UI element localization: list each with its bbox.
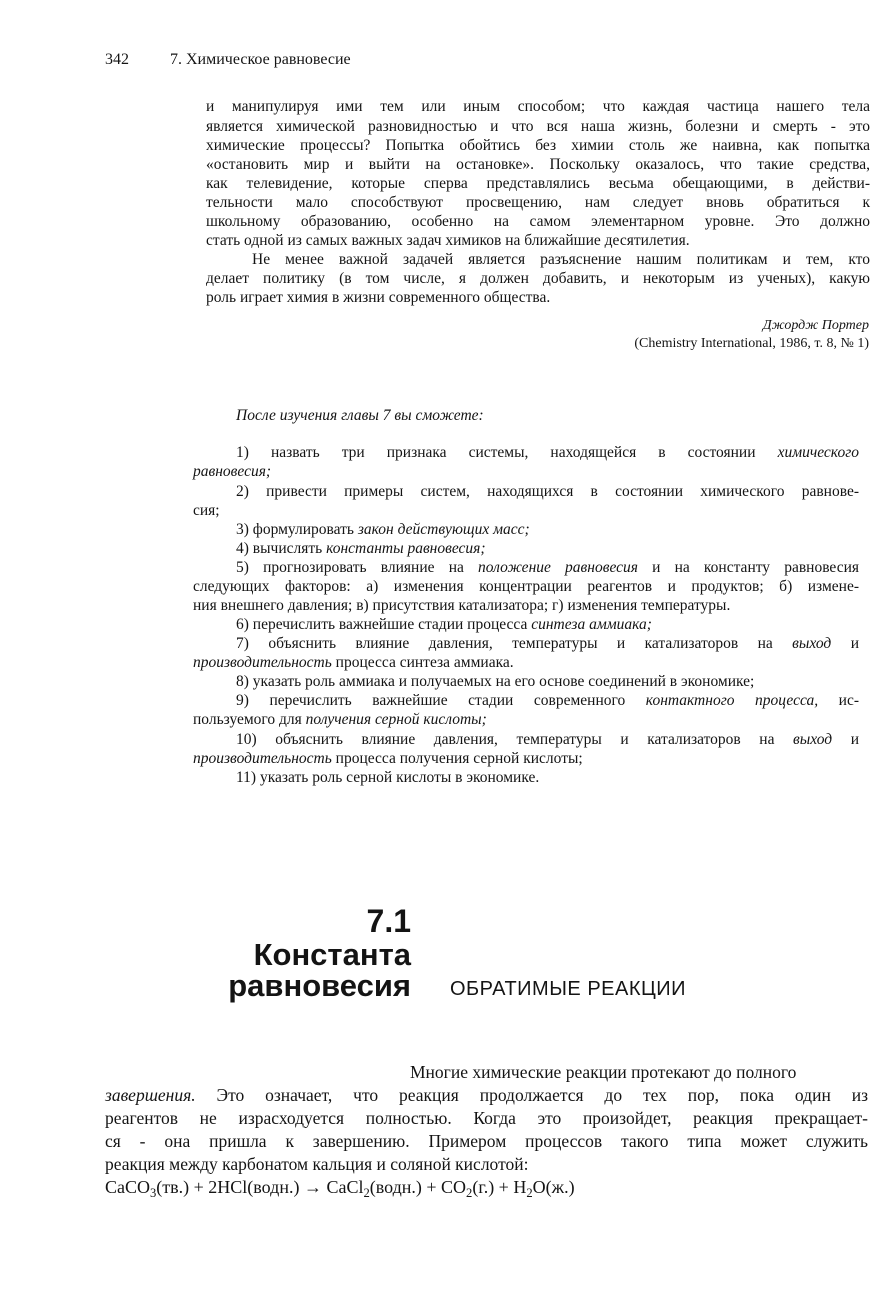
goal-line: производительность процесса синтеза аммиака. — [193, 654, 514, 671]
epigraph-line: «остановить мир и выйти на остановке». Поскольку оказалось, что такие средства, — [206, 156, 870, 173]
epigraph-line: как телевидение, которые сперва представлялись весьма обещающими, в действи- — [206, 175, 870, 192]
body-line: реагентов не израсходуется полностью. Когда это произойдет, реакция прекращает- — [105, 1108, 868, 1128]
goal-line: следующих факторов: а) изменения концентрации реагентов и продуктов; б) измене- — [193, 578, 859, 595]
goal-line: пользуемого для получения серной кислоты; — [193, 711, 487, 728]
goal-line: равновесия; — [193, 463, 272, 480]
epigraph-line: делает политику (в том числе, я должен добавить, и некоторым из ученых), какую — [206, 270, 870, 287]
section-title: равновесия — [228, 968, 411, 1003]
body-line: реакция между карбонатом кальция и соляной кислотой: — [105, 1154, 529, 1174]
goal-line: 10) объяснить влияние давления, температуры и катализаторов на выход и — [236, 731, 859, 748]
goal-line: 8) указать роль аммиака и получаемых на его основе соединений в экономике; — [236, 673, 755, 690]
epigraph-author: Джордж Портер — [762, 318, 869, 333]
goal-line: ния внешнего давления; в) присутствия катализатора; г) изменения температуры. — [193, 597, 731, 614]
epigraph-line: роль играет химия в жизни современного общества. — [206, 289, 551, 306]
goal-line: 11) указать роль серной кислоты в экономике. — [236, 769, 540, 786]
goal-line: 1) назвать три признака системы, находящейся в состоянии химического — [236, 444, 859, 461]
page-number: 342 — [105, 51, 129, 68]
epigraph-line: Не менее важной задачей является разъяснение нашим политикам и тем, кто — [252, 251, 870, 268]
epigraph-line: школьному образованию, особенно на самом элементарном уровне. Это должно — [206, 213, 870, 230]
chemical-equation: CaCO$_3$(тв.) + 2HCl(водн.) → CaCl$_2$(водн.) + $CO_2(г.) + H_2O(ж.)$ — [105, 1177, 575, 1200]
body-line: ся - она пришла к завершению. Примером процессов такого типа может служить — [105, 1131, 868, 1151]
goal-line: 5) прогнозировать влияние на положение равновесия и на константу равновесия — [236, 559, 860, 576]
section-number: 7.1 — [366, 903, 411, 939]
epigraph-line: стать одной из самых важных задач химиков на ближайшие десятилетия. — [206, 232, 690, 249]
section-title: Константа — [253, 937, 411, 972]
goal-line: 6) перечислить важнейшие стадии процесса синтеза аммиака; — [236, 616, 652, 633]
epigraph-line: и манипулируя ими тем или иным способом; что каждая частица нашего тела — [206, 98, 870, 115]
epigraph-source: (Chemistry International, 1986, т. 8, № 1) — [634, 336, 869, 351]
goal-line: 3) формулировать закон действующих масс; — [236, 521, 530, 538]
subsection-title: ОБРАТИМЫЕ РЕАКЦИИ — [450, 978, 687, 1000]
running-head: 7. Химическое равновесие — [170, 51, 351, 68]
goal-line: 9) перечислить важнейшие стадии современного контактного процесса, ис- — [236, 692, 859, 709]
goal-line: сия; — [193, 502, 220, 519]
goal-line: 2) привести примеры систем, находящихся в состоянии химического равнове- — [236, 483, 859, 500]
body-line: Многие химические реакции протекают до полного — [410, 1062, 797, 1082]
goal-line: производительность процесса получения серной кислоты; — [193, 750, 583, 767]
epigraph-line: является химической разновидностью и что вся наша жизнь, болезни и смерть - это — [206, 118, 870, 135]
epigraph-line: химические процессы? Попытка обойтись без химии столь же наивна, как попытка — [206, 137, 870, 154]
goal-line: 4) вычислять константы равновесия; — [236, 540, 486, 557]
epigraph-line: тельности мало способствуют просвещению, нам следует вновь обратиться к — [206, 194, 870, 211]
goal-line: 7) объяснить влияние давления, температуры и катализаторов на выход и — [236, 635, 859, 652]
body-line: завершения. Это означает, что реакция продолжается до тех пор, пока один из — [105, 1085, 868, 1105]
goals-intro: После изучения главы 7 вы сможете: — [236, 407, 484, 424]
